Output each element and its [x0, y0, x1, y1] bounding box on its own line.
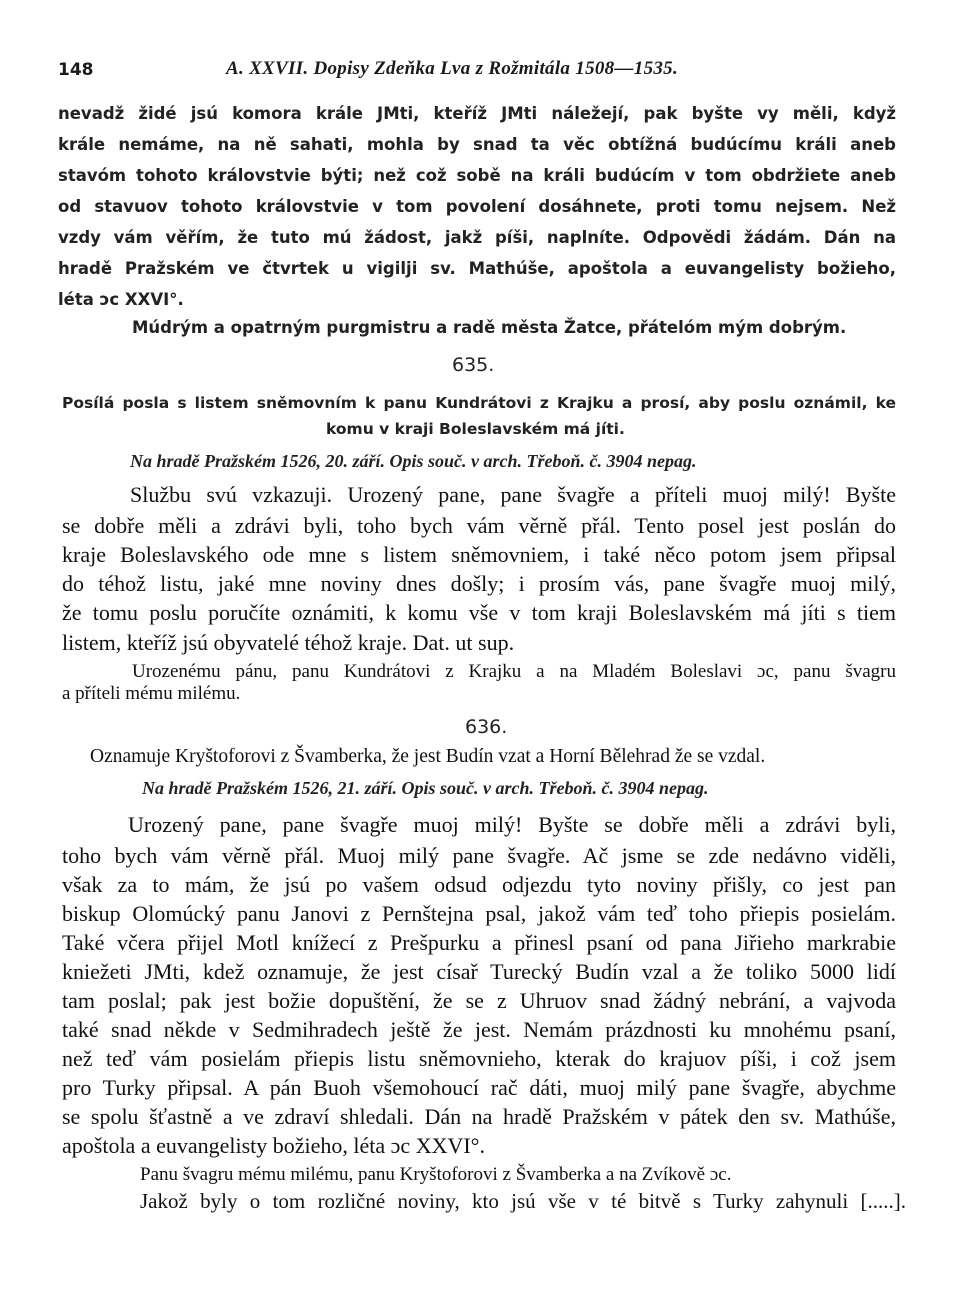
letter-address: Urozenému pánu, panu Kundrátovi z Krajku a na Mladém Boleslavi ɔc, panu švagru: [132, 661, 896, 682]
page-header: [58, 60, 898, 86]
body-line: se dobře měli a zdrávi byli, toho bych vám věrně přál. Tento posel jest poslán do: [62, 513, 896, 538]
body-line: však za to mám, že jsú po vašem odsud odjezdu tyto noviny přišly, co jest pan: [62, 872, 896, 897]
page-number: 148: [58, 60, 94, 80]
text-line: krále nemáme, na ně sahati, mohla by snad ta věc obtížná budúcímu králi aneb: [58, 135, 896, 154]
letter-summary: Posílá posla s listem sněmovním k panu Kundrátovi z Krajku a prosí, aby poslu oznámil, ke: [62, 394, 896, 412]
body-line: Také včera přijel Motl knížecí z Prešpurku a přinesl psaní od pana Jiřieho markrabie: [62, 930, 896, 955]
postscript: Jakož byly o tom rozličné noviny, kto jsú vše v té bitvě s Turky zahynuli [.....].: [140, 1189, 906, 1213]
body-line: apoštola a euvangelisty božieho, léta ɔc XXVI°.: [62, 1133, 485, 1158]
body-line: také snad někde v Sedmihradech ještě že jest. Nemám prázdnosti ku mnohému psaní,: [62, 1017, 896, 1042]
body-line: do téhož listu, jaké mne noviny dnes došly; i prosím vás, pane švagře muoj milý,: [62, 571, 896, 596]
body-line: že tomu poslu poručíte oznámiti, k komu vše v tom kraji Boleslavském má jíti s tiem: [62, 600, 896, 625]
letter-source: Na hradě Pražském 1526, 21. září. Opis souč. v arch. Třeboň. č. 3904 nepag.: [142, 778, 709, 798]
body-line: tam poslal; pak jest božie dopuštění, že se z Uhruov snad žádný nebrání, a vajvoda: [62, 988, 896, 1013]
body-line: Urozený pane, pane švagře muoj milý! Byšte se dobře měli a zdrávi byli,: [128, 812, 896, 837]
body-line: biskup Olomúcký panu Janovi z Pernštejna psal, jakož vám teď toho přiepis posielám.: [62, 901, 896, 926]
body-line: kniežeti JMti, kdež oznamuje, že jest císař Turecký Budín vzal a že toliko 5000 lidí: [62, 959, 896, 984]
body-line: toho bych vám věrně přál. Muoj milý pane švagře. Ač jsme se zde nedávno viděli,: [62, 843, 896, 868]
letter-source: Na hradě Pražském 1526, 20. září. Opis souč. v arch. Třeboň. č. 3904 nepag.: [130, 451, 697, 471]
body-line: Službu svú vzkazuji. Urozený pane, pane švagře a příteli muoj milý! Byšte: [130, 482, 896, 507]
letter-summary: komu v kraji Boleslavském má jíti.: [326, 420, 625, 438]
letter-number: 635.: [452, 354, 495, 376]
letter-address: a příteli mému milému.: [62, 683, 241, 704]
letter-summary: Oznamuje Kryštoforovi z Švamberka, že jest Budín vzat a Horní Bělehrad že se vzdal.: [90, 746, 766, 767]
text-line: vzdy vám věřím, že tuto mú žádost, jakž píši, naplníte. Odpovědi žádám. Dán na: [58, 228, 896, 247]
letter-address: Múdrým a opatrným purgmistru a radě města Žatce, přátelóm mým dobrým.: [132, 318, 847, 337]
text-line: hradě Pražském ve čtvrtek u vigilji sv. Mathúše, apoštola a euvangelisty božieho,: [58, 259, 896, 278]
body-line: než teď vám posielám přiepis listu sněmovnieho, kterak do krajuov píši, i což jsem: [62, 1046, 896, 1071]
body-line: listem, kteříž jsú obyvatelé téhož kraje. Dat. ut sup.: [62, 630, 515, 655]
text-line: léta ɔc XXVI°.: [58, 290, 184, 309]
text-line: od stavuov tohoto královstvie v tom povolení dosáhnete, proti tomu nejsem. Než: [58, 197, 896, 216]
letter-address: Panu švagru mému milému, panu Kryštoforovi z Švamberka a na Zvíkově ɔc.: [140, 1164, 732, 1185]
text-line: nevadž židé jsú komora krále JMti, kteříž JMti náležejí, pak byšte vy měli, když: [58, 104, 896, 123]
running-title: A. XXVII. Dopisy Zdeňka Lva z Rožmitála 1508—1535.: [226, 58, 679, 79]
body-line: se spolu šťastně a ve zdraví shledali. Dán na hradě Pražském v pátek den sv. Mathúše,: [62, 1104, 896, 1129]
body-line: pro Turky připsal. A pán Buoh všemohoucí rač dáti, muoj milý pane švagře, abychme: [62, 1075, 896, 1100]
text-line: stavóm tohoto královstvie býti; než což sobě na králi budúcím v tom obdržiete aneb: [58, 166, 896, 185]
body-line: kraje Boleslavského ode mne s listem sněmovniem, i také něco potom jsem připsal: [62, 542, 896, 567]
letter-number: 636.: [465, 716, 508, 738]
